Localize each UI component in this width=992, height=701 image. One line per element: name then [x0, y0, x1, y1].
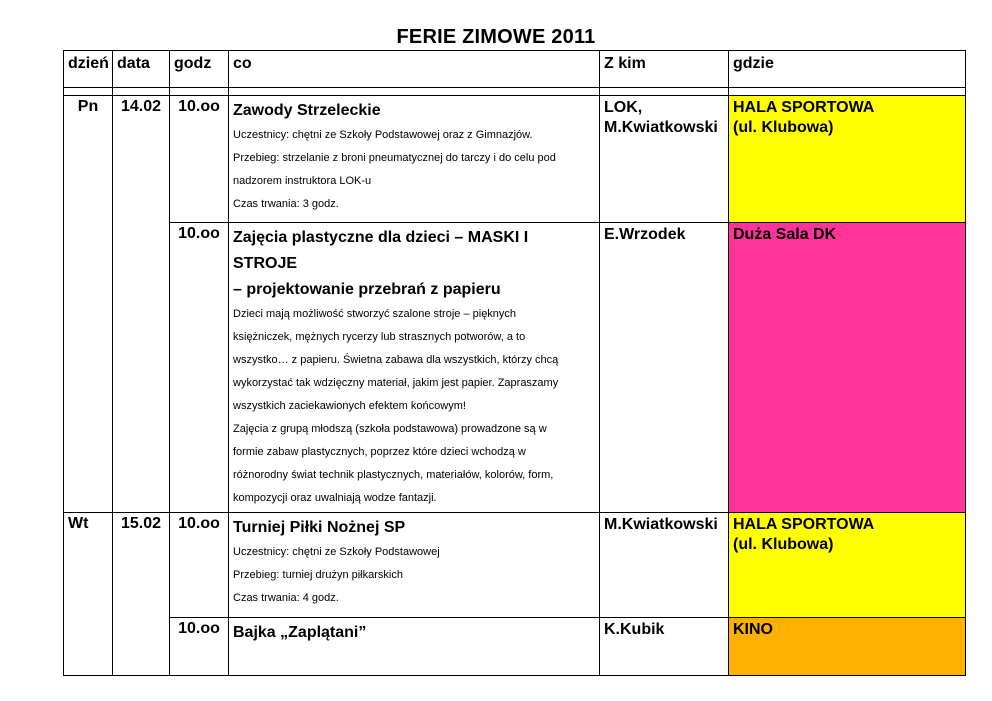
event-cell: [229, 618, 600, 676]
table-row: [64, 96, 966, 223]
event-desc-line: księżniczek, mężnych rycerzy lub strasznych potworów, a to: [233, 331, 526, 343]
schedule-table: [63, 50, 966, 676]
table-row: [64, 618, 966, 676]
who-line: K.Kubik: [604, 621, 665, 638]
where-line: (ul. Klubowa): [733, 119, 834, 136]
who-line: M.Kwiatkowski: [604, 119, 718, 136]
day-cell: [64, 618, 113, 676]
event-desc-line: wszystko… z papieru. Świetna zabawa dla wszystkich, którzy chcą: [233, 354, 559, 366]
event-desc-line: Przebieg: turniej drużyn piłkarskich: [233, 569, 403, 581]
event-desc-line: formie zabaw plastycznych, poprzez które dzieci wchodzą w: [233, 446, 526, 458]
event-title: Turniej Piłki Nożnej SP: [233, 519, 406, 536]
where-line: HALA SPORTOWA: [733, 99, 875, 116]
where-line: HALA SPORTOWA: [733, 516, 875, 533]
header-hour: godz: [170, 51, 229, 88]
spacer-row: [64, 88, 966, 96]
event-title: Zajęcia plastyczne dla dzieci – MASKI I STROJE: [233, 229, 529, 272]
day-cell: Pn: [64, 96, 113, 223]
header-what: co: [229, 51, 600, 88]
who-cell: [600, 513, 729, 618]
event-desc-line: kompozycji oraz uwalniają wodze fantazji.: [233, 492, 437, 504]
event-cell: [229, 96, 600, 223]
who-line: LOK,: [604, 99, 643, 116]
event-desc-line: różnorodny świat technik plastycznych, materiałów, kolorów, form,: [233, 469, 554, 481]
where-cell: [729, 223, 966, 513]
where-line: KINO: [733, 621, 773, 638]
hour-cell: 10.oo: [170, 513, 229, 618]
event-desc-line: Przebieg: strzelanie z broni pneumatycznej do tarczy i do celu pod: [233, 152, 556, 164]
event-desc-line: nadzorem instruktora LOK-u: [233, 175, 372, 187]
hour-cell: 10.oo: [170, 96, 229, 223]
header-date: data: [113, 51, 170, 88]
where-line: (ul. Klubowa): [733, 536, 834, 553]
event-title: Bajka „Zaplątani”: [233, 624, 367, 641]
who-line: E.Wrzodek: [604, 226, 686, 243]
event-cell: [229, 223, 600, 513]
who-line: M.Kwiatkowski: [604, 516, 718, 533]
who-cell: [600, 96, 729, 223]
event-desc-line: Dzieci mają możliwość stworzyć szalone stroje – pięknych: [233, 308, 517, 320]
event-desc-line: wszystkich zaciekawionych efektem końcowym!: [233, 400, 466, 412]
who-cell: [600, 223, 729, 513]
event-desc-line: wykorzystać tak wdzięczny materiał, jakim jest papier. Zapraszamy: [233, 377, 559, 389]
event-desc-line: Uczestnicy: chętni ze Szkoły Podstawowej: [233, 546, 440, 558]
where-cell: [729, 513, 966, 618]
who-cell: [600, 618, 729, 676]
header-who: Z kim: [600, 51, 729, 88]
date-cell: [113, 618, 170, 676]
event-desc-line: Uczestnicy: chętni ze Szkoły Podstawowej oraz z Gimnazjów.: [233, 129, 533, 141]
table-row: [64, 513, 966, 618]
where-line: Duża Sala DK: [733, 226, 837, 243]
hour-cell: 10.oo: [170, 223, 229, 513]
date-cell: 15.02: [113, 513, 170, 618]
where-cell: [729, 618, 966, 676]
event-cell: [229, 513, 600, 618]
event-title: – projektowanie przebrań z papieru: [233, 281, 501, 298]
date-cell: 14.02: [113, 96, 170, 223]
event-desc-line: Czas trwania: 4 godz.: [233, 592, 339, 604]
date-cell: [113, 223, 170, 513]
table-row: [64, 223, 966, 513]
header-where: gdzie: [729, 51, 966, 88]
page-title: FERIE ZIMOWE 2011: [396, 26, 596, 48]
hour-cell: 10.oo: [170, 618, 229, 676]
day-cell: Wt: [64, 513, 113, 618]
where-cell: [729, 96, 966, 223]
event-desc-line: Zajęcia z grupą młodszą (szkoła podstawowa) prowadzone są w: [233, 423, 547, 435]
day-cell: [64, 223, 113, 513]
event-title: Zawody Strzeleckie: [233, 102, 381, 119]
event-desc-line: Czas trwania: 3 godz.: [233, 198, 339, 210]
header-day: dzień: [64, 51, 113, 88]
table-header-row: [64, 51, 966, 88]
